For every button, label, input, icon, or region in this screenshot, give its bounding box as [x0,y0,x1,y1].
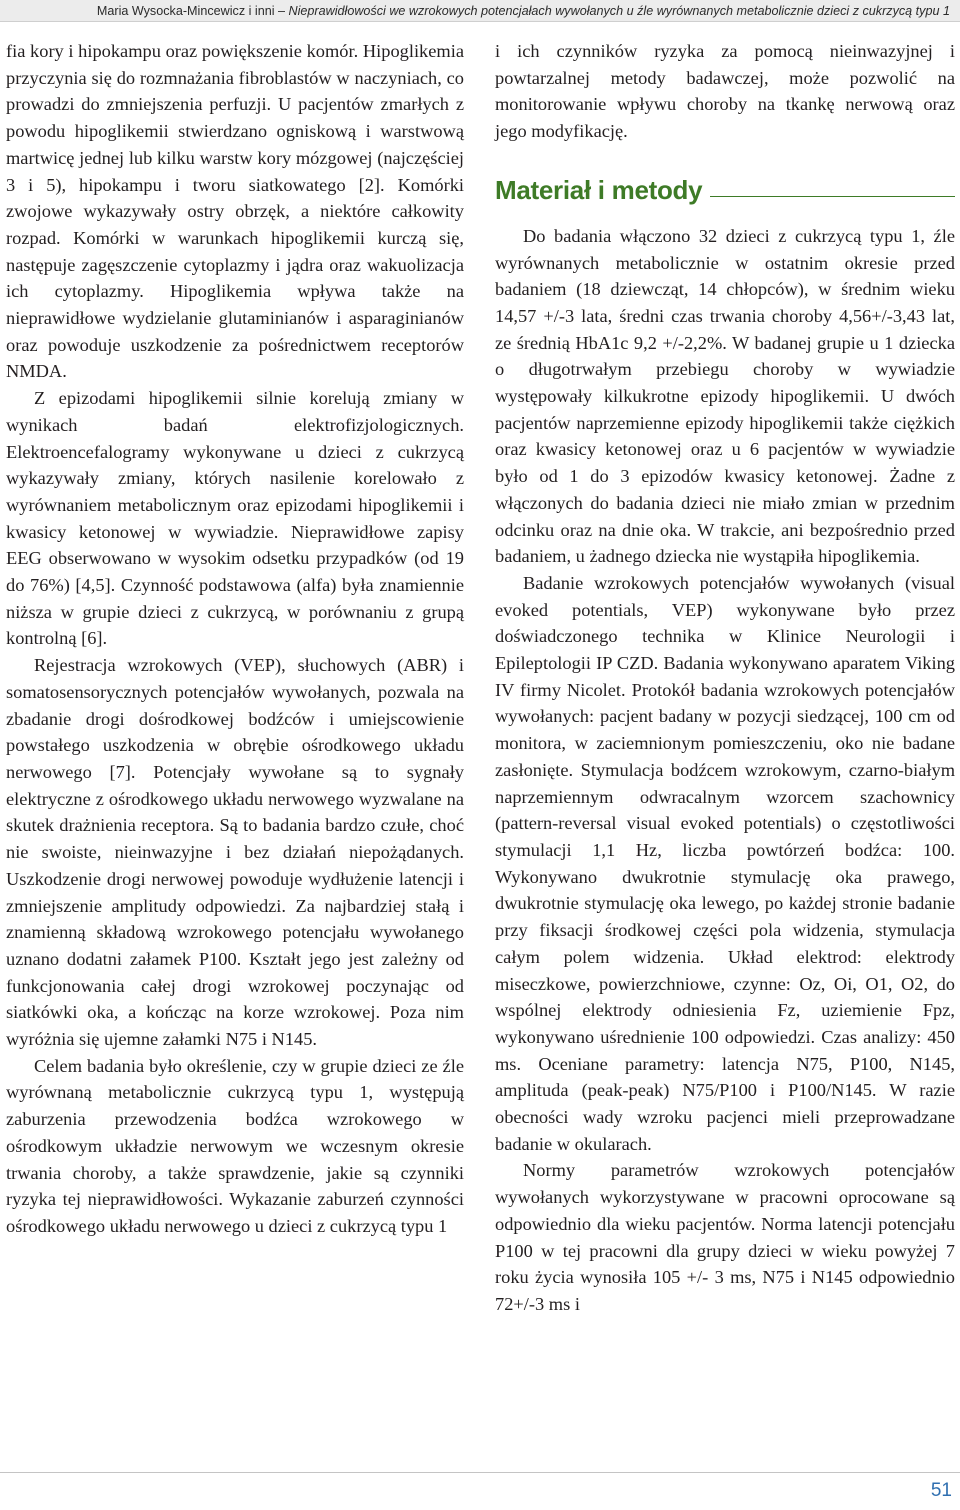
section-heading [495,175,955,205]
header-separator: – [274,4,289,18]
paragraph: Normy parametrów wzrokowych potencjałów wywołanych wykorzystywane w pracowni oprocowane są odpowiednio dla wieku pacjentów. Norma latencji potencjału P100 w tej pracowni dla grupy dzieci w wieku powyżej 7 roku życia wynosiła 105 +/- 3 ms, N75 i N145 odpowiednio 72+/-3 ms i [495,1160,955,1314]
paragraph: Do badania włączono 32 dzieci z cukrzycą typu 1, źle wyrównanych metabolicznie w ostatnim okresie przed badaniem (18 dziewcząt, 14 chłopców), w średnim wieku 14,57 +/-3 lata, średni czas trwania choroby 4,56+/-3,43 lat, ze średnią HbA1c 9,2 +/-2,2%. W badanej grupie u 1 dziecka o długotrwałym przebiegu choroby w wywiadzie występowały kilkukrotne epizody hipoglikemii. U dwóch pacjentów naprzemienne epizody hipoglikemii także ciężkich oraz kwasicy ketonowej oraz u 6 pacjentów w wywiadzie było od 1 do 3 epizodów kwasicy ketonowej. Żadne z włączonych do badania dzieci nie miało zmian w przednim odcinku oraz na dnie oka. W trakcie, ani bezpośrednio przed badaniem, u żadnego dziecka nie wystąpiła hipoglikemia. [495,225,955,567]
page-number: 51 [930,1480,952,1501]
paragraph: Badanie wzrokowych potencjałów wywołanych (visual evoked potentials, VEP) wykonywane było przez doświadczonego technika w Klinice Neurologii i Epileptologii IP CZD. Badania wykonywano aparatem Viking IV firmy Nicolet. Protokół badania wzrokowych potencjałów wywołanych: pacjent badany w pozycji siedzącej, 100 cm od monitora, w zaciemnionym pomieszczeniu, oko nie badane zasłonięte. Stymulacja bodźcem wzrokowym, czarno-białym naprzemiennym odwracalnym wzorcem szachownicy (pattern-reversal visual evoked potentials) o częstotliwości stymulacji 1,1 Hz, liczba powtórzeń bodźca: 100. Wykonywano dwukrotnie stymulację oka prawego, dwukrotnie stymulację oka lewego, po każdej stronie badanie przy fiksacji środkowej części pola widzenia, stymulacja całym polem widzenia. Układ elektrod: elektrody miseczkowe, powierzchniowe, czynne: Oz, Oi, O1, O2, do wspólnej elektrody odniesienia Fz, uziemienie Fpz, wykonywano uśrednienie 100 odpowiedzi. Czas analizy: 450 ms. Oceniane parametry: latencja N75, P100, N145, amplituda (peak-peak) N75/P100 i P100/N145. W razie obecności wady wzroku pacjenci mieli przeprowadzane badanie w okularach. [495,572,955,1154]
running-header [0,0,960,22]
left-column [6,38,464,1240]
header-article-title: Nieprawidłowości we wzrokowych potencjałach wywołanych u źle wyrównanych metabolicznie dzieci z cukrzycą typu 1 [288,4,950,18]
paragraph: fia kory i hipokampu oraz powiększenie komór. Hipoglikemia przyczynia się do rozmnażania fibroblastów w naczyniach, co prowadzi do zmniejszenia perfuzji. U pacjentów zmarłych z powodu hipoglikemii stwierdzano ogniskową i warstwową martwicę jednej lub kilku warstw kory mózgowej (najczęściej 3 i 5), hipokampu i tworu siatkowatego [2]. Komórki zwojowe wykazywały ostry obrzęk, a niektóre całkowity rozpad. Komórki w warunkach hipoglikemii kurczą się, następuje zagęszczenie cytoplazmy i jądra oraz wakuolizacja ich cytoplazmy. Hipoglikemia wpływa także na nieprawidłowe wydzielanie glutaminianów i asparaginianów oraz powoduje uszkodzenie za pośrednictwem receptorów NMDA. [6,41,464,382]
paragraph: Z epizodami hipoglikemii silnie korelują zmiany w wynikach badań elektrofizjologicznych. Elektroencefalogramy wykonywane u dzieci z cukrzycą wykazywały zmiany, których nasilenie korelowało z wyrównaniem metabolicznym oraz epizodami hipoglikemii i kwasicy ketonowej w wywiadzie. Nieprawidłowe zapisy EEG obserwowano w wysokim odsetku przypadków (od 19 do 76%) [4,5]. Czynność podstawowa (alfa) była znamiennie niższa w grupie dzieci z cukrzycą, w porównaniu z grupą kontrolną [6]. [6,388,464,649]
footer-rule [0,1472,960,1473]
header-authors: Maria Wysocka-Mincewicz i inni [96,4,275,18]
section-heading-text: Materiał i metody [495,174,703,205]
right-column [495,38,955,1318]
paragraph: Celem badania było określenie, czy w grupie dzieci ze źle wyrównaną metabolicznie cukrzycą typu 1, występują zaburzenia przewodzenia bodźca wzrokowego w ośrodkowym układzie nerwowym we wczesnym okresie trwania choroby, a także sprawdzenie, jakie są czynniki ryzyka tej nieprawidłowości. Wykazanie zaburzeń czynności ośrodkowego układu nerwowego u dzieci z cukrzycą typu 1 [6,1055,464,1236]
heading-rule [710,196,955,197]
paragraph: i ich czynników ryzyka za pomocą nieinwazyjnej i powtarzalnej metody badawczej, może pozwolić na monitorowanie wpływu choroby na tkankę nerwową oraz jego modyfikację. [495,41,955,142]
paragraph: Rejestracja wzrokowych (VEP), słuchowych (ABR) i somatosensorycznych potencjałów wywołanych, pozwala na zbadanie drogi dośrodkowej bodźców i umiejscowienie powstałego uszkodzenia w obrębie ośrodkowego układu nerwowego [7]. Potencjały wywołane są to sygnały elektryczne z ośrodkowego układu nerwowego wyzwalane na skutek drażnienia receptora. Są to badania bardzo czułe, choć nie swoiste, nieinwazyjne i bez działań niepożądanych. Uszkodzenie drogi nerwowej powoduje wydłużenie latencji i zmniejszenie amplitudy odpowiedzi. Za najbardziej stałą i znamienną składową wzrokowego potencjału wywołanego uznano dodatni załamek P100. Kształt jego jest zależny od funkcjonowania całej drogi wzrokowej poczynając od siatkówki oka, a kończąc na korze wzrokowej. Poza nim wyróżnia się ujemne załamki N75 i N145. [6,655,464,1050]
